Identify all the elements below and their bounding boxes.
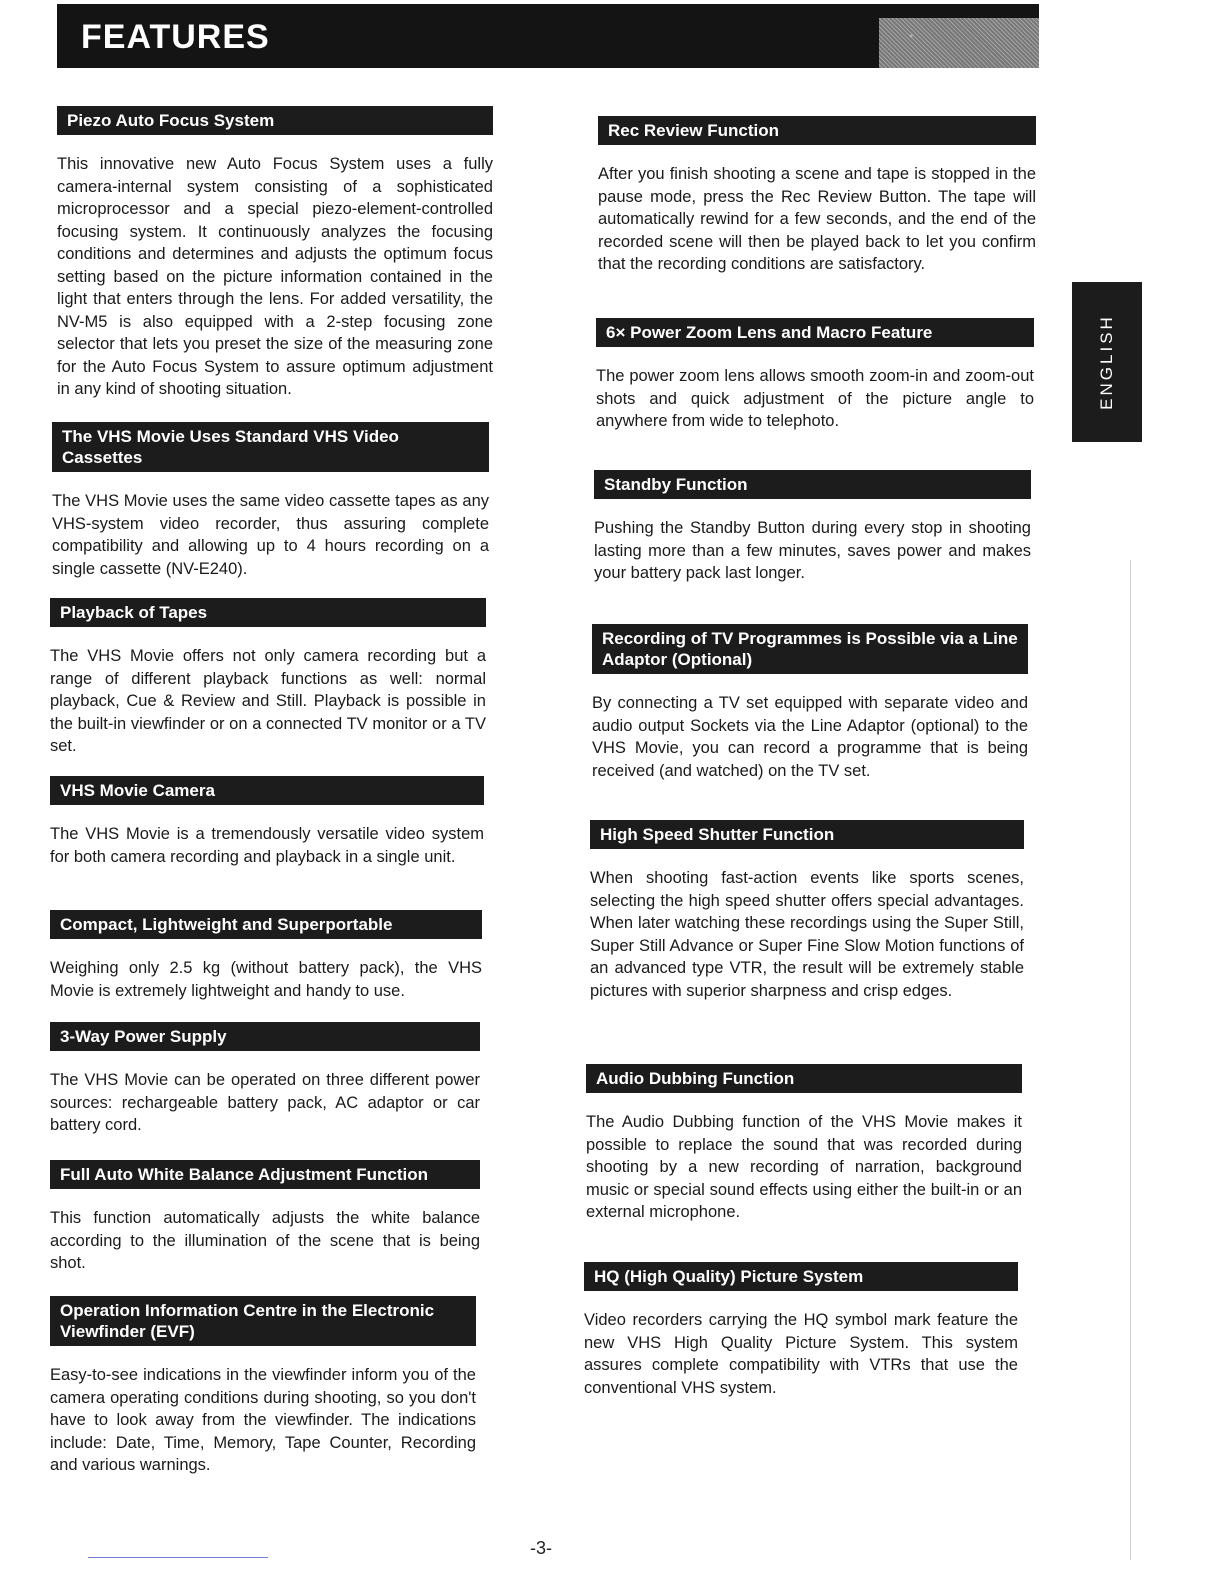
- section-compact: [50, 910, 482, 1002]
- section-heading: Piezo Auto Focus System: [57, 106, 493, 135]
- section-high-speed-shutter: [590, 820, 1024, 1002]
- section-evf: [50, 1296, 476, 1477]
- section-audio-dubbing: [586, 1064, 1022, 1224]
- section-power-zoom: [596, 318, 1034, 433]
- section-heading: High Speed Shutter Function: [590, 820, 1024, 849]
- section-heading: Recording of TV Programmes is Possible via a Line Adaptor (Optional): [592, 624, 1028, 674]
- title-bar: [57, 4, 1039, 68]
- section-hq-picture: [584, 1262, 1018, 1399]
- section-heading: Rec Review Function: [598, 116, 1036, 145]
- section-tv-recording: [592, 624, 1028, 782]
- section-body: The VHS Movie can be operated on three different power sources: rechargeable battery pack, AC adaptor or car battery cord.: [50, 1071, 480, 1134]
- section-vhs-cassettes: [52, 422, 489, 580]
- section-body: Pushing the Standby Button during every stop in shooting lasting more than a few minutes, saves power and makes your battery pack last longer.: [594, 519, 1031, 582]
- section-heading: Playback of Tapes: [50, 598, 486, 627]
- section-heading: Audio Dubbing Function: [586, 1064, 1022, 1093]
- section-piezo-auto-focus: [57, 106, 493, 401]
- section-body: By connecting a TV set equipped with separate video and audio output Sockets via the Line Adaptor (optional) to the VHS Movie, you can record a programme that is being received (and watched) on the TV set.: [592, 694, 1028, 780]
- section-rec-review: [598, 116, 1036, 276]
- section-body: The Audio Dubbing function of the VHS Movie makes it possible to replace the sound that was recorded during shooting by a new recording of narration, background music or special sound effects using either the built-in or an external microphone.: [586, 1113, 1022, 1221]
- section-body: After you finish shooting a scene and tape is stopped in the pause mode, press the Rec Review Button. The tape will automatically rewind for a few seconds, and the end of the recorded scene will then be played back to let you confirm that the recording conditions are satisfactory.: [598, 165, 1036, 273]
- section-heading: VHS Movie Camera: [50, 776, 484, 805]
- section-heading: HQ (High Quality) Picture System: [584, 1262, 1018, 1291]
- section-body: The VHS Movie offers not only camera recording but a range of different playback functions as well: normal playback, Cue & Review and Still. Playback is possible in the built-in viewfinder or on a connected TV monitor or a TV set.: [50, 647, 486, 755]
- section-heading: The VHS Movie Uses Standard VHS Video Cassettes: [52, 422, 489, 472]
- section-body: The power zoom lens allows smooth zoom-in and zoom-out shots and quick adjustment of the picture angle to anywhere from wide to telephoto.: [596, 367, 1034, 430]
- section-body: When shooting fast-action events like sports scenes, selecting the high speed shutter offers special advantages. When later watching these recordings using the Super Still, Super Still Advance or Super Fine Slow Motion functions of an advanced type VTR, the result will be extremely stable pictures with superior sharpness and crisp edges.: [590, 869, 1024, 1000]
- language-tab-label: ENGLISH: [1097, 314, 1116, 410]
- page-number: -3-: [530, 1538, 552, 1558]
- section-power-supply: [50, 1022, 480, 1137]
- footer-line: [88, 1557, 268, 1558]
- section-heading: Full Auto White Balance Adjustment Function: [50, 1160, 480, 1189]
- section-heading: 6× Power Zoom Lens and Macro Feature: [596, 318, 1034, 347]
- section-heading: Operation Information Centre in the Electronic Viewfinder (EVF): [50, 1296, 476, 1346]
- language-tab: [1072, 282, 1142, 442]
- section-heading: Standby Function: [594, 470, 1031, 499]
- section-body: This innovative new Auto Focus System uses a fully camera-internal system consisting of a sophisticated microprocessor and a special piezo-element-controlled focusing system. It continuously analyzes the focusing conditions and determines and adjusts the optimum focus setting based on the picture information contained in the light that enters through the lens. For added versatility, the NV-M5 is also equipped with a 2-step focusing zone selector that lets you preset the size of the measuring zone for the Auto Focus System to assure optimum adjustment in any kind of shooting situation.: [57, 155, 493, 398]
- section-body: Easy-to-see indications in the viewfinder inform you of the camera operating conditions during shooting, so you don't have to look away from the viewfinder. The indications include: Date, Time, Memory, Tape Counter, Recording and various warnings.: [50, 1366, 476, 1474]
- section-heading: 3-Way Power Supply: [50, 1022, 480, 1051]
- section-body: The VHS Movie is a tremendously versatile video system for both camera recording and playback in a single unit.: [50, 825, 484, 866]
- section-body: Weighing only 2.5 kg (without battery pack), the VHS Movie is extremely lightweight and handy to use.: [50, 959, 482, 1000]
- section-body: This function automatically adjusts the white balance according to the illumination of the scene that is being shot.: [50, 1209, 480, 1272]
- scan-edge-line: [1130, 560, 1131, 1560]
- section-body: The VHS Movie uses the same video cassette tapes as any VHS-system video recorder, thus assuring complete compatibility and allowing up to 4 hours recording on a single cassette (NV-E240).: [52, 492, 489, 578]
- section-standby: [594, 470, 1031, 585]
- page-title: FEATURES: [81, 18, 270, 56]
- section-body: Video recorders carrying the HQ symbol mark feature the new VHS High Quality Picture System. This system assures complete compatibility with VTRs that use the conventional VHS system.: [584, 1311, 1018, 1397]
- section-movie-camera: [50, 776, 484, 868]
- section-white-balance: [50, 1160, 480, 1275]
- section-playback: [50, 598, 486, 758]
- section-heading: Compact, Lightweight and Superportable: [50, 910, 482, 939]
- halftone-decoration: [879, 18, 1039, 68]
